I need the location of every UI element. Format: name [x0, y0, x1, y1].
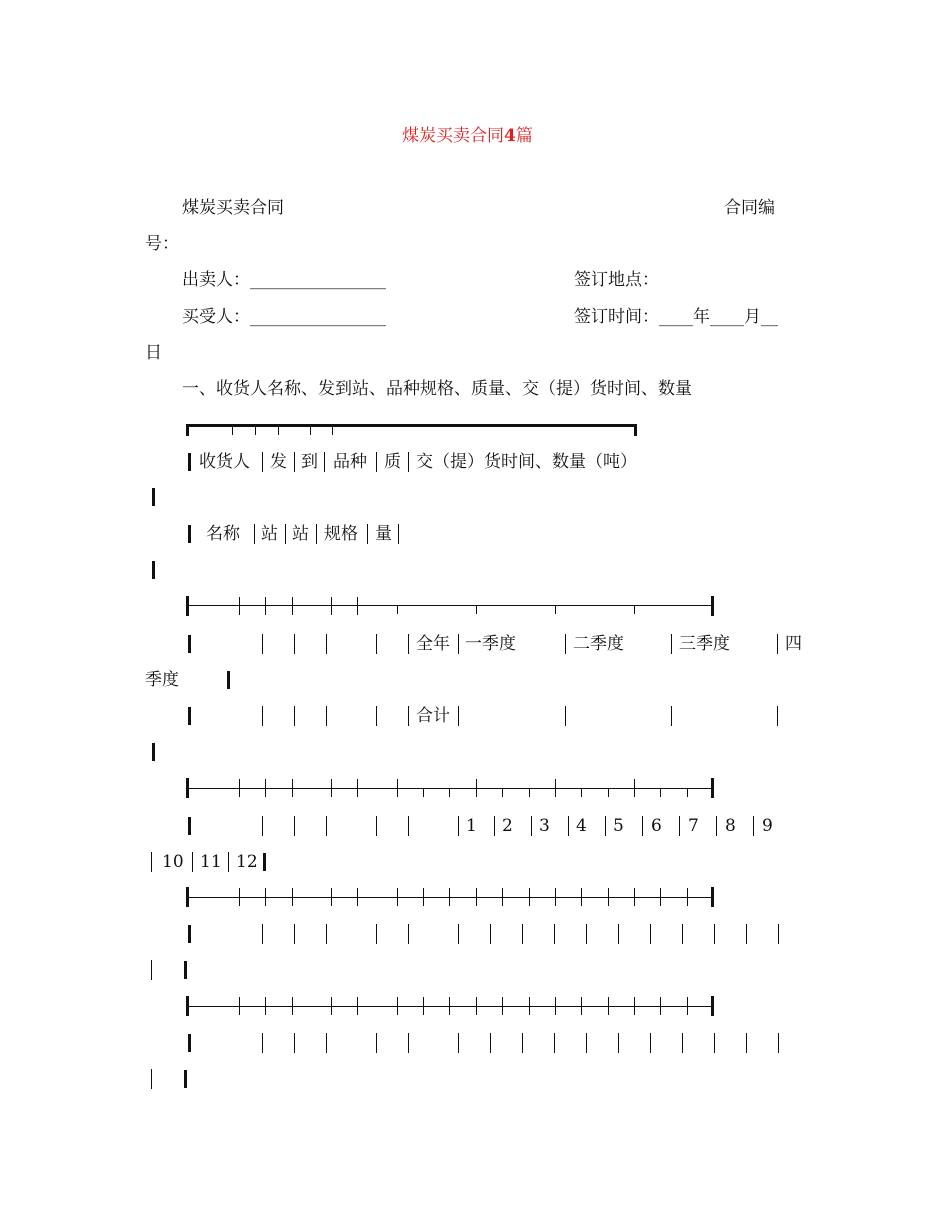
- table-border: [586, 1033, 587, 1053]
- table-border: [746, 1033, 747, 1053]
- table-rule-4-tick: [449, 888, 450, 906]
- table-rule-5-tick: [581, 997, 582, 1015]
- table-border: [151, 960, 152, 980]
- table-border: [184, 961, 187, 979]
- month-7: 7: [688, 816, 699, 836]
- table-border: [458, 634, 459, 654]
- table-rule-5-tick: [476, 997, 477, 1015]
- table-border: [586, 924, 587, 944]
- table-rule-4-tick: [608, 888, 609, 906]
- table-rule-1-tick: [332, 427, 333, 435]
- month-6: 6: [651, 816, 662, 836]
- table-rule-1-end-left: [186, 424, 189, 436]
- table-rule-2-tick: [476, 606, 477, 614]
- table-border: [294, 452, 295, 472]
- table-border: [753, 816, 754, 836]
- table-border: [565, 634, 566, 654]
- buyer-blank: ________________: [250, 307, 386, 327]
- table-border: [376, 1033, 377, 1053]
- signing-time-label: 签订时间：____年____月__: [574, 307, 778, 327]
- table-rule-4-tick: [476, 888, 477, 906]
- table-border: [746, 924, 747, 944]
- table-rule-1-tick: [310, 427, 311, 435]
- section1-heading: 一、收货人名称、发到站、品种规格、质量、交（提）货时间、数量: [182, 379, 692, 399]
- table-border: [671, 634, 672, 654]
- table-rule-1-tick: [278, 427, 279, 435]
- table-rule-3-tick: [687, 789, 688, 797]
- period-q4-cont: 季度: [145, 670, 179, 690]
- table-border: [285, 524, 286, 544]
- table-border: [262, 924, 263, 944]
- table-border: [458, 1033, 459, 1053]
- table-border: [326, 924, 327, 944]
- month-12: 12: [236, 852, 258, 872]
- table-rule-2-tick: [292, 597, 293, 615]
- header-name: 名称: [206, 524, 240, 544]
- table-rule-4-tick: [265, 888, 266, 906]
- table-border: [262, 816, 263, 836]
- table-border: [568, 816, 569, 836]
- header-variety: 品种: [333, 452, 367, 472]
- table-border: [777, 634, 778, 654]
- period-q4: 四: [785, 634, 802, 654]
- table-border: [152, 743, 155, 761]
- table-rule-3-tick: [634, 779, 635, 797]
- table-border: [778, 924, 779, 944]
- table-border: [263, 853, 266, 871]
- table-rule-2-tick: [357, 597, 358, 615]
- table-rule-4-tick: [555, 888, 556, 906]
- table-border: [262, 1033, 263, 1053]
- header-delivery: 交（提）货时间、数量（吨）: [416, 452, 637, 472]
- period-q1: 一季度: [465, 634, 516, 654]
- table-border: [151, 1069, 152, 1089]
- table-border: [605, 816, 606, 836]
- table-border: [777, 706, 778, 726]
- table-rule-4-end-left: [186, 887, 189, 907]
- table-border: [458, 816, 459, 836]
- contract-no-label-cont: 号：: [145, 234, 179, 254]
- seller-blank: ________________: [250, 270, 386, 290]
- table-rule-4-tick: [423, 888, 424, 906]
- table-border: [184, 1070, 187, 1088]
- table-border: [262, 452, 263, 472]
- table-border: [458, 924, 459, 944]
- header-spec: 规格: [324, 524, 358, 544]
- header-arrive: 到: [301, 452, 318, 472]
- table-border: [188, 1034, 191, 1052]
- table-rule-3-tick: [581, 789, 582, 797]
- table-border: [294, 924, 295, 944]
- table-rule-2-tick: [397, 606, 398, 614]
- table-border: [408, 634, 409, 654]
- table-border: [490, 924, 491, 944]
- table-rule-2-tick: [265, 597, 266, 615]
- table-rule-4-end-right: [711, 887, 714, 907]
- table-border: [254, 524, 255, 544]
- table-rule-3-tick: [476, 779, 477, 797]
- table-border: [376, 924, 377, 944]
- month-2: 2: [502, 816, 513, 836]
- table-rule-5-tick: [331, 997, 332, 1015]
- table-rule-5-end-left: [186, 996, 189, 1016]
- period-year: 全年: [416, 634, 450, 654]
- table-border: [192, 852, 193, 872]
- table-rule-3-tick: [449, 789, 450, 797]
- table-border: [376, 816, 377, 836]
- table-border: [671, 706, 672, 726]
- table-rule-5-tick: [292, 997, 293, 1015]
- table-rule-3-tick: [555, 779, 556, 797]
- table-border: [367, 524, 368, 544]
- table-border: [522, 924, 523, 944]
- table-rule-3-tick: [660, 789, 661, 797]
- table-border: [650, 924, 651, 944]
- table-rule-3-tick: [265, 779, 266, 797]
- table-border: [227, 671, 230, 689]
- header-quality: 质: [384, 452, 401, 472]
- seller-label-text: 出卖人：: [182, 270, 250, 290]
- table-rule-5-tick: [357, 997, 358, 1015]
- table-rule-3-tick: [357, 779, 358, 797]
- month-5: 5: [613, 816, 624, 836]
- table-rule-5-end-right: [711, 996, 714, 1016]
- table-border: [151, 852, 152, 872]
- table-border: [642, 816, 643, 836]
- table-rule-2-end-right: [711, 596, 714, 616]
- table-border: [188, 817, 191, 835]
- table-rule-4-tick: [660, 888, 661, 906]
- month-1: 1: [466, 816, 477, 836]
- signing-time-cont: 日: [145, 343, 162, 363]
- table-rule-5-tick: [634, 997, 635, 1015]
- table-border: [188, 635, 191, 653]
- header-consignee: 收货人: [199, 452, 250, 472]
- table-border: [408, 924, 409, 944]
- header-amount: 量: [375, 524, 392, 544]
- table-rule-4-tick: [357, 888, 358, 906]
- table-rule-5-tick: [265, 997, 266, 1015]
- period-q2: 二季度: [573, 634, 624, 654]
- table-rule-1-end-right: [634, 424, 637, 436]
- table-border: [316, 524, 317, 544]
- title-suffix: 篇: [515, 126, 533, 146]
- table-rule-2-end-left: [186, 596, 189, 616]
- table-border: [778, 1033, 779, 1053]
- table-border: [618, 1033, 619, 1053]
- table-border: [376, 706, 377, 726]
- table-border: [324, 452, 325, 472]
- table-border: [682, 924, 683, 944]
- table-border: [554, 924, 555, 944]
- table-rule-3-tick: [331, 779, 332, 797]
- table-rule-4-tick: [634, 888, 635, 906]
- table-rule-3-tick: [529, 789, 530, 797]
- table-border: [716, 816, 717, 836]
- table-rule-5-tick: [608, 997, 609, 1015]
- table-border: [294, 706, 295, 726]
- table-border: [650, 1033, 651, 1053]
- table-rule-3-tick: [397, 779, 398, 797]
- table-border: [408, 706, 409, 726]
- table-border: [522, 1033, 523, 1053]
- table-border: [490, 1033, 491, 1053]
- table-border: [458, 706, 459, 726]
- table-rule-3-end-left: [186, 778, 189, 798]
- table-rule-4-tick: [397, 888, 398, 906]
- title-number: 4: [504, 126, 516, 146]
- table-rule-2-tick: [331, 597, 332, 615]
- table-border: [294, 634, 295, 654]
- table-rule-4-tick: [581, 888, 582, 906]
- contract-no-label: 合同编: [724, 198, 775, 218]
- table-border: [682, 1033, 683, 1053]
- table-rule-4-tick: [239, 888, 240, 906]
- table-rule-3-tick: [423, 789, 424, 797]
- table-border: [262, 706, 263, 726]
- buyer-label: [182, 307, 386, 327]
- table-rule-4-tick: [331, 888, 332, 906]
- month-4: 4: [576, 816, 587, 836]
- month-8: 8: [725, 816, 736, 836]
- table-border: [398, 524, 399, 544]
- table-rule-3-tick: [502, 789, 503, 797]
- buyer-label-text: 买受人：: [182, 307, 250, 327]
- table-border: [294, 1033, 295, 1053]
- table-border: [618, 924, 619, 944]
- table-border: [714, 924, 715, 944]
- table-rule-4-tick: [502, 888, 503, 906]
- title-text: 煤炭买卖合同: [402, 126, 504, 146]
- table-border: [326, 1033, 327, 1053]
- table-border: [554, 1033, 555, 1053]
- table-rule-5-tick: [423, 997, 424, 1015]
- table-rule-5-tick: [529, 997, 530, 1015]
- table-border: [188, 925, 191, 943]
- table-border: [152, 488, 155, 506]
- table-rule-3-end-right: [711, 778, 714, 798]
- table-border: [188, 707, 191, 725]
- table-border: [714, 1033, 715, 1053]
- table-rule-5-tick: [397, 997, 398, 1015]
- table-rule-4-tick: [529, 888, 530, 906]
- contract-name: 煤炭买卖合同: [182, 198, 284, 218]
- month-10: 10: [162, 852, 184, 872]
- table-rule-2-tick: [634, 606, 635, 614]
- table-border: [565, 706, 566, 726]
- table-border: [188, 453, 191, 471]
- period-q3: 三季度: [679, 634, 730, 654]
- table-border: [376, 452, 377, 472]
- header-station-2: 站: [292, 524, 309, 544]
- table-rule-4-tick: [687, 888, 688, 906]
- table-border: [408, 1033, 409, 1053]
- table-rule-2-tick: [239, 597, 240, 615]
- table-border: [188, 525, 191, 543]
- table-border: [294, 816, 295, 836]
- month-9: 9: [762, 816, 773, 836]
- table-border: [326, 634, 327, 654]
- header-station-1: 站: [261, 524, 278, 544]
- table-rule-5-tick: [555, 997, 556, 1015]
- table-border: [326, 706, 327, 726]
- table-border: [679, 816, 680, 836]
- place-label: 签订地点：: [574, 270, 659, 290]
- table-border: [228, 852, 229, 872]
- table-border: [262, 634, 263, 654]
- table-rule-3-tick: [608, 789, 609, 797]
- month-11: 11: [200, 852, 222, 872]
- table-border: [376, 634, 377, 654]
- seller-label: [182, 270, 386, 290]
- table-rule-4-tick: [292, 888, 293, 906]
- table-rule-1-tick: [255, 427, 256, 435]
- table-rule-5-tick: [660, 997, 661, 1015]
- table-rule-3-tick: [239, 779, 240, 797]
- table-border: [408, 816, 409, 836]
- table-rule-2-tick: [555, 606, 556, 614]
- table-rule-1-tick: [232, 427, 233, 435]
- table-rule-5-tick: [449, 997, 450, 1015]
- table-border: [152, 561, 155, 579]
- document-title: [402, 126, 533, 146]
- total-label: 合计: [416, 706, 450, 726]
- table-rule-5-tick: [502, 997, 503, 1015]
- header-send: 发: [270, 452, 287, 472]
- table-border: [494, 816, 495, 836]
- table-border: [531, 816, 532, 836]
- table-border: [408, 452, 409, 472]
- table-rule-5-tick: [239, 997, 240, 1015]
- month-3: 3: [539, 816, 550, 836]
- table-rule-3-tick: [292, 779, 293, 797]
- table-border: [326, 816, 327, 836]
- table-rule-5-tick: [687, 997, 688, 1015]
